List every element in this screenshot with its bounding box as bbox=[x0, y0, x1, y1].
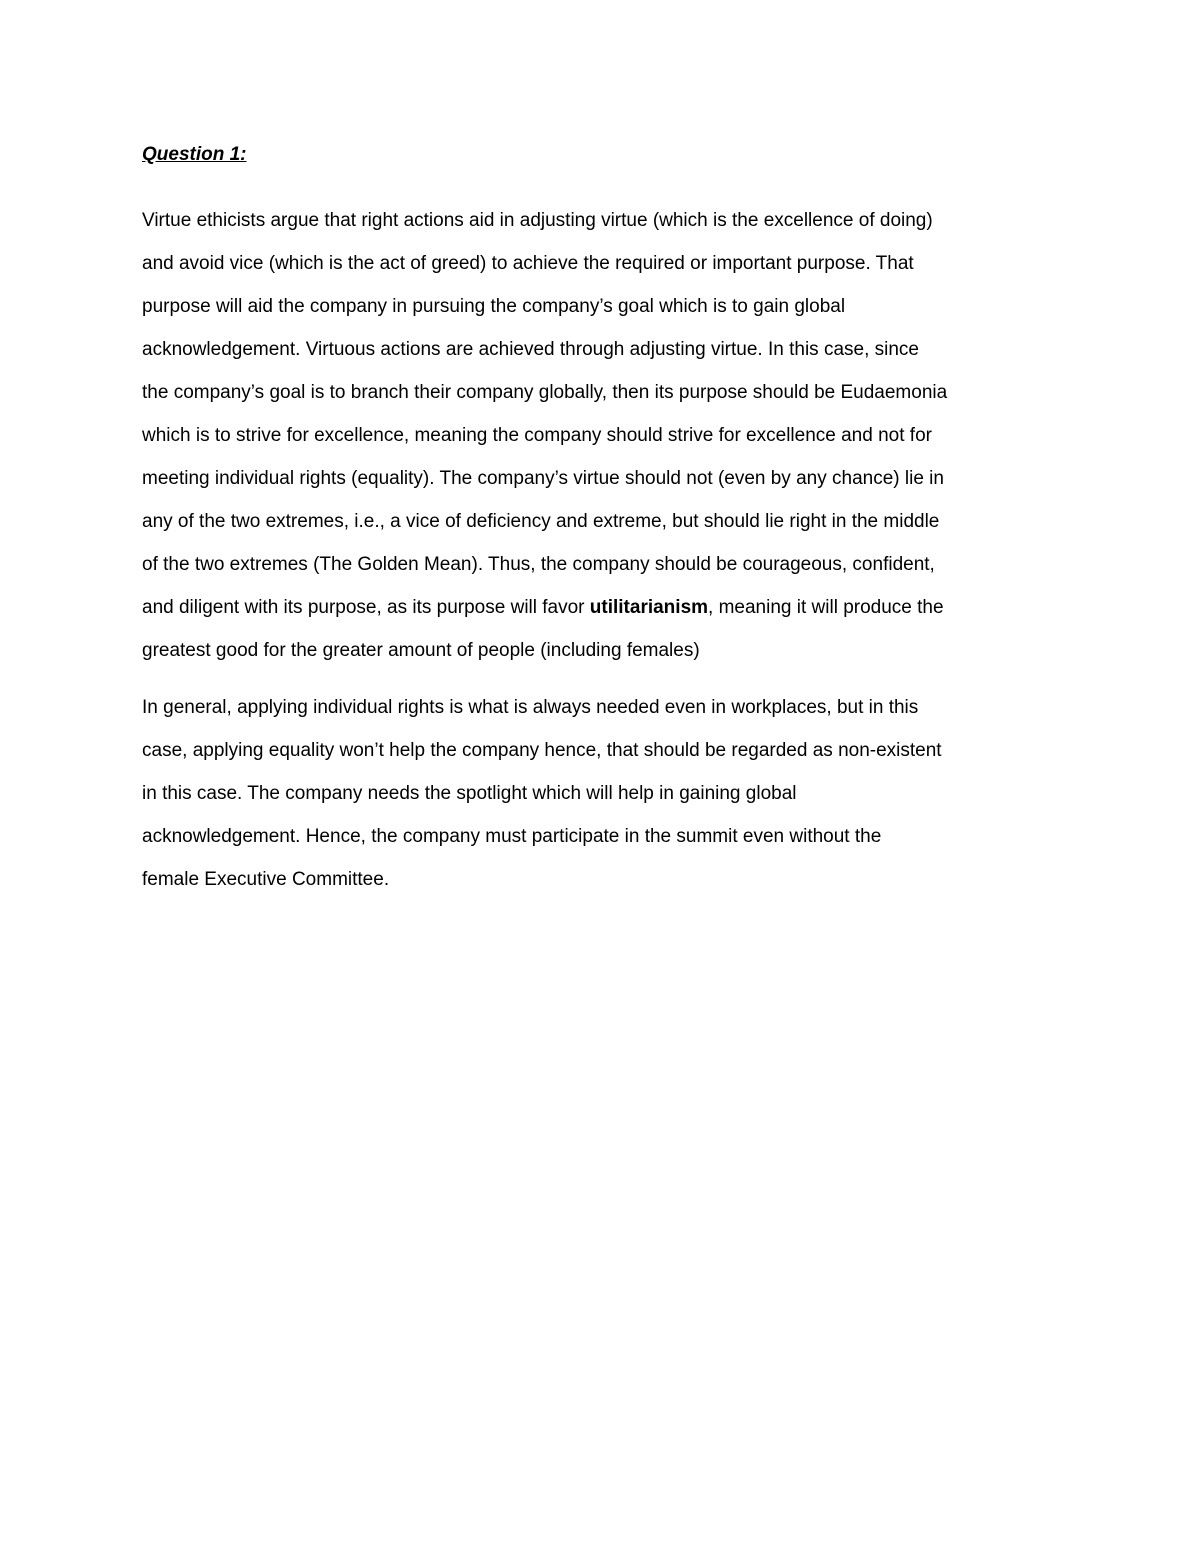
paragraph-line: acknowledgement. Virtuous actions are achieved through adjusting virtue. In this case, since bbox=[142, 339, 919, 360]
bold-term-utilitarianism: utilitarianism bbox=[589, 597, 709, 618]
paragraph-line: In general, applying individual rights is what is always needed even in workplaces, but in this bbox=[142, 697, 919, 718]
line-text-after: , meaning it will produce the bbox=[708, 597, 944, 618]
paragraph-line: the company’s goal is to branch their company globally, then its purpose should be Eudaemonia bbox=[142, 382, 948, 403]
document-body bbox=[142, 140, 1072, 915]
paragraph-line: any of the two extremes, i.e., a vice of deficiency and extreme, but should lie right in the middle bbox=[142, 511, 940, 532]
paragraph-line: and avoid vice (which is the act of greed) to achieve the required or important purpose. That bbox=[142, 253, 914, 274]
paragraph-line-utilitarianism bbox=[142, 586, 1072, 629]
paragraph-line: case, applying equality won’t help the company hence, that should be regarded as non-existent bbox=[142, 740, 942, 761]
paragraph-line: Virtue ethicists argue that right actions aid in adjusting virtue (which is the excellence of doing) bbox=[142, 210, 933, 231]
paragraph-line: of the two extremes (The Golden Mean). Thus, the company should be courageous, confident, bbox=[142, 554, 935, 575]
paragraph-line: female Executive Committee. bbox=[142, 869, 390, 890]
question-heading: Question 1: bbox=[142, 144, 247, 165]
paragraph-line: which is to strive for excellence, meaning the company should strive for excellence and not for bbox=[142, 425, 932, 446]
paragraph-line: in this case. The company needs the spotlight which will help in gaining global bbox=[142, 783, 797, 804]
paragraph-line: greatest good for the greater amount of people (including females) bbox=[142, 640, 700, 661]
paragraph-line: meeting individual rights (equality). The company’s virtue should not (even by any chance) lie in bbox=[142, 468, 944, 489]
paragraph-virtue-ethics bbox=[142, 199, 1072, 672]
line-text-before: and diligent with its purpose, as its purpose will favor bbox=[142, 597, 590, 618]
paragraph-line: acknowledgement. Hence, the company must participate in the summit even without the bbox=[142, 826, 882, 847]
paragraph-individual-rights bbox=[142, 686, 1072, 901]
paragraph-line: purpose will aid the company in pursuing the company’s goal which is to gain global bbox=[142, 296, 846, 317]
